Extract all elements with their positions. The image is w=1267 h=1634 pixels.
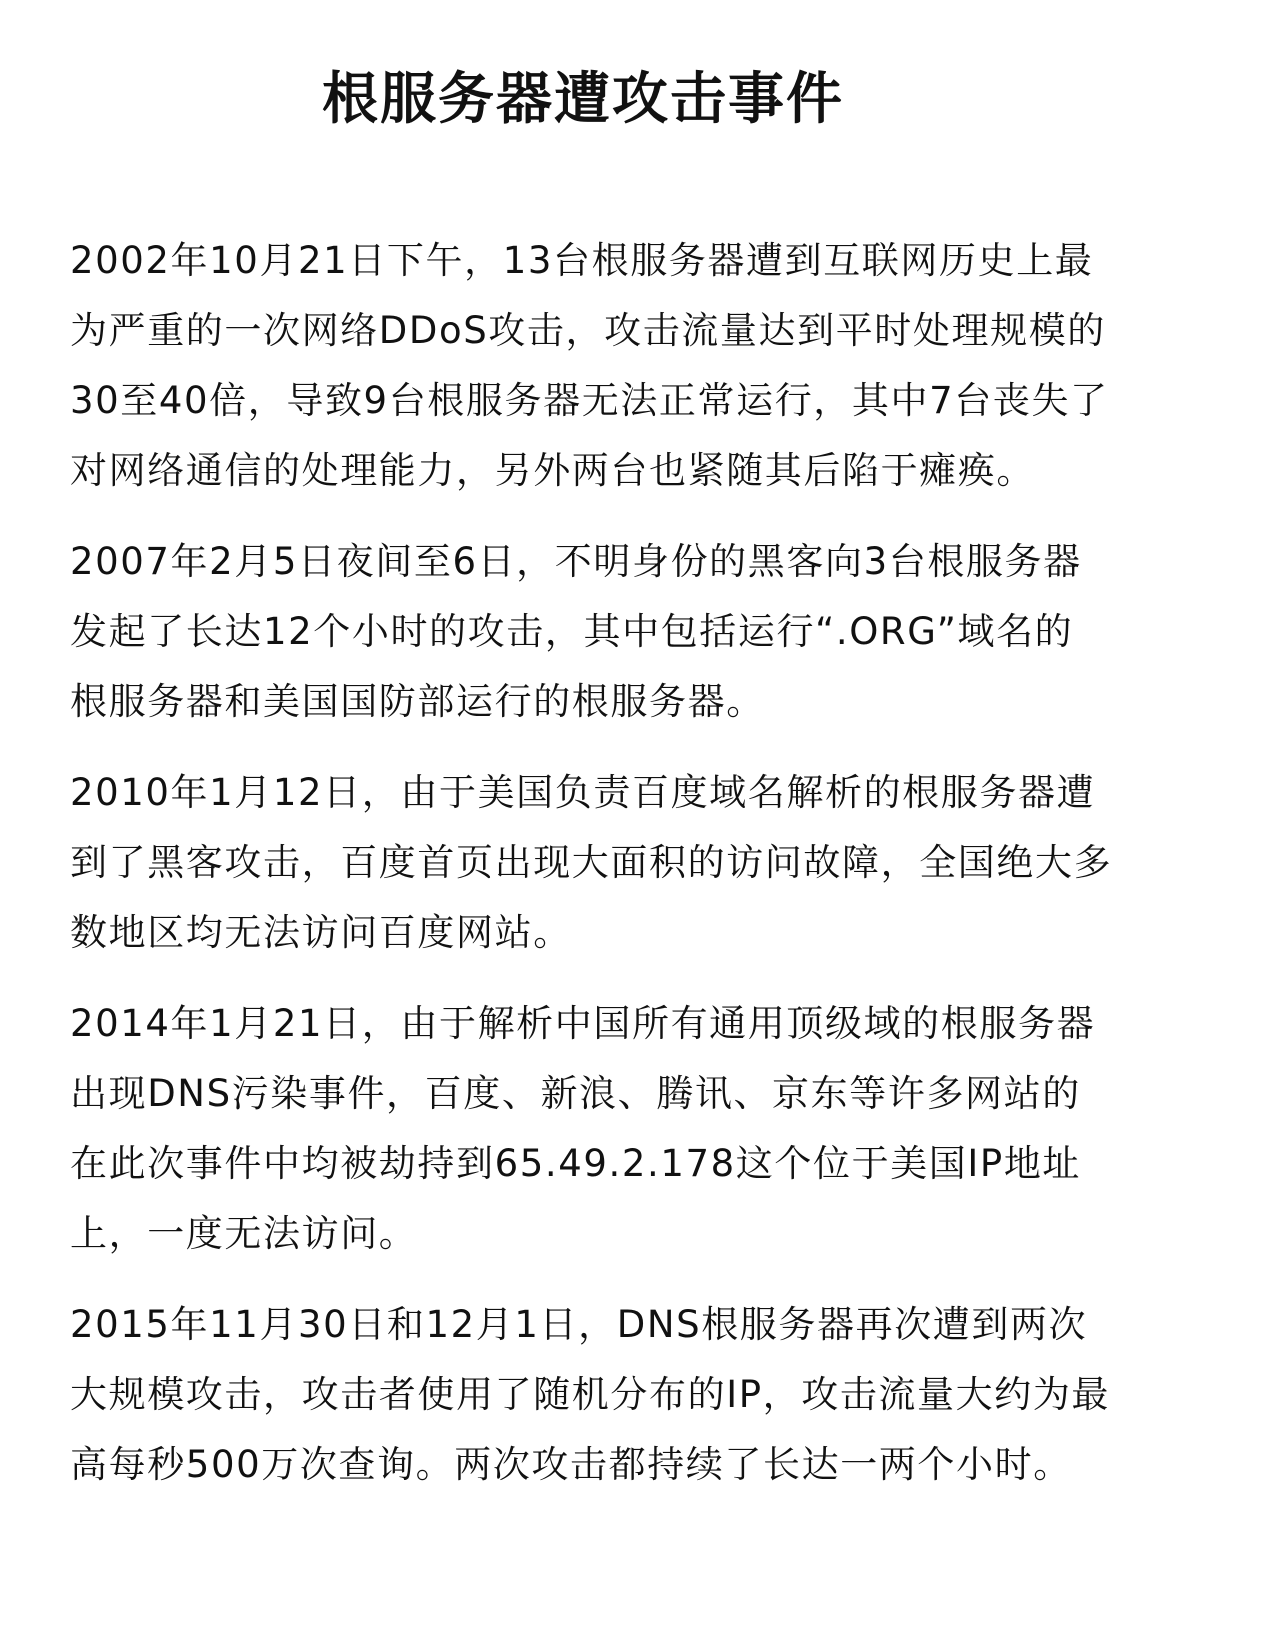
paragraph-line: 根服务器和美国国防部运行的根服务器。 <box>70 680 765 723</box>
paragraph-2014 <box>70 989 1197 1269</box>
paragraph-line: 2002年10月21日下午，13台根服务器遭到互联网历史上最 <box>70 239 1094 282</box>
paragraph-line: 高每秒500万次查询。两次攻击都持续了长达一两个小时。 <box>70 1443 1072 1486</box>
paragraph-line: 在此次事件中均被劫持到65.49.2.178这个位于美国IP地址 <box>70 1142 1082 1185</box>
paragraph-line: 2014年1月21日，由于解析中国所有通用顶级域的根服务器 <box>70 1002 1096 1045</box>
paragraph-2015 <box>70 1290 1197 1500</box>
paragraph-2007 <box>70 527 1197 737</box>
paragraph-2002 <box>70 226 1197 506</box>
paragraph-line: 2015年11月30日和12月1日，DNS根服务器再次遭到两次 <box>70 1303 1088 1346</box>
paragraph-line: 2010年1月12日，由于美国负责百度域名解析的根服务器遭 <box>70 771 1096 814</box>
page-title: 根服务器遭攻击事件 <box>322 67 844 132</box>
paragraph-line: 上，一度无法访问。 <box>70 1212 418 1255</box>
paragraph-line: 2007年2月5日夜间至6日，不明身份的黑客向3台根服务器 <box>70 540 1082 583</box>
paragraph-2010 <box>70 758 1197 968</box>
paragraph-line: 数地区均无法访问百度网站。 <box>70 911 572 954</box>
paragraph-line: 到了黑客攻击，百度首页出现大面积的访问故障，全国绝大多 <box>70 841 1113 884</box>
paragraph-line: 大规模攻击，攻击者使用了随机分布的IP，攻击流量大约为最 <box>70 1373 1111 1416</box>
paragraph-line: 出现DNS污染事件，百度、新浪、腾讯、京东等许多网站的 <box>70 1072 1081 1115</box>
paragraph-line: 为严重的一次网络DDoS攻击，攻击流量达到平时处理规模的 <box>70 309 1106 352</box>
paragraph-line: 发起了长达12个小时的攻击，其中包括运行“.ORG”域名的 <box>70 610 1074 653</box>
paragraph-line: 30至40倍，导致9台根服务器无法正常运行，其中7台丧失了 <box>70 379 1109 422</box>
paragraph-line: 对网络通信的处理能力，另外两台也紧随其后陷于瘫痪。 <box>70 449 1035 492</box>
